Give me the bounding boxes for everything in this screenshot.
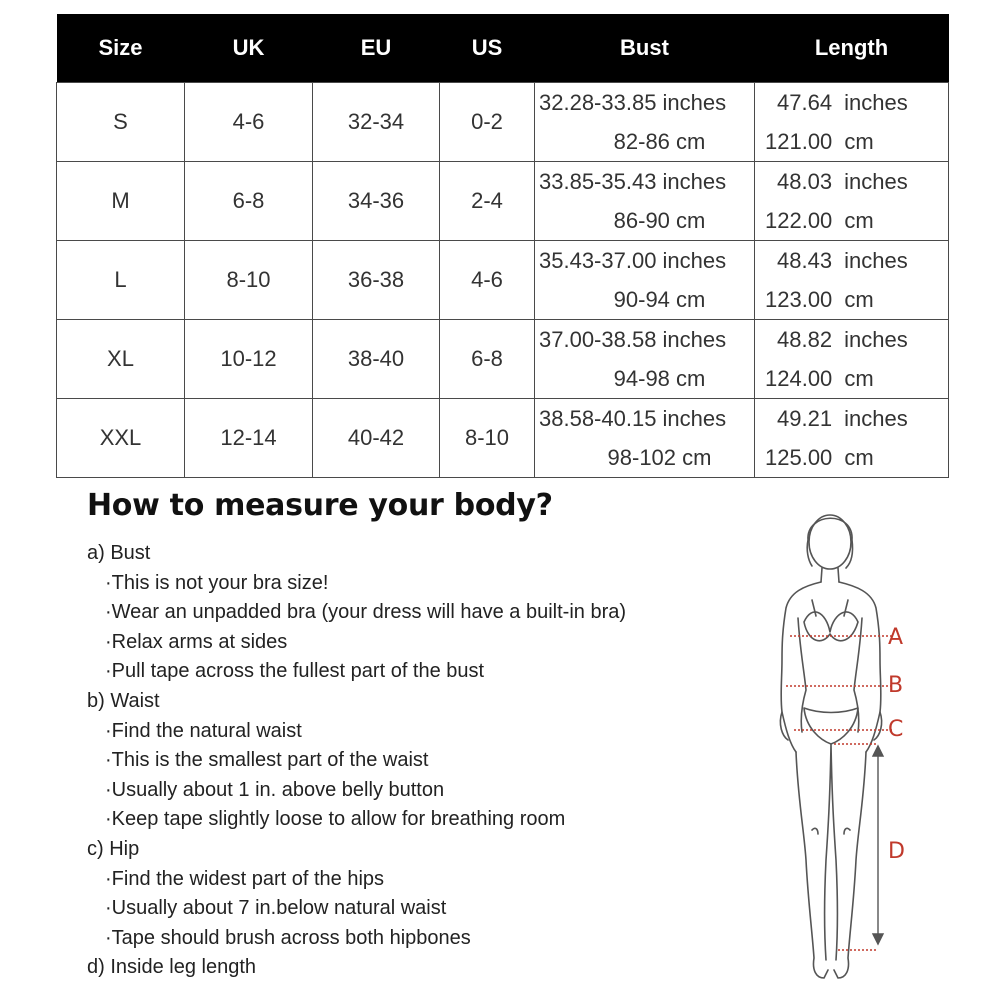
bust-inches: 33.85-35.43 inches [539, 169, 727, 194]
cell-size: M [57, 162, 185, 241]
bust-inches: 35.43-37.00 inches [539, 248, 727, 273]
cell-uk: 4-6 [185, 83, 313, 162]
cell-uk: 10-12 [185, 320, 313, 399]
cell-bust [535, 399, 755, 478]
tip-item: ·Find the natural waist [105, 719, 302, 742]
cell-bust [535, 241, 755, 320]
cell-size: S [57, 83, 185, 162]
bust-inches: 32.28-33.85 inches [539, 90, 727, 115]
bust-cm: 94-98 cm [613, 366, 706, 391]
cell-size: XL [57, 320, 185, 399]
tip-item: ·Keep tape slightly loose to allow for breathing room [105, 808, 566, 831]
tip-item: ·Wear an unpadded bra (your dress will have a built-in bra) [105, 601, 627, 624]
table-row [57, 241, 949, 320]
marker-a: A [888, 625, 904, 650]
step-hip: c) Hip [87, 837, 140, 860]
bust-inches: 38.58-40.15 inches [539, 406, 727, 431]
table-row [57, 399, 949, 478]
tip-item: ·Tape should brush across both hipbones [105, 926, 471, 949]
tip-item: ·Relax arms at sides [105, 630, 288, 653]
size-chart-header [57, 14, 949, 83]
tip-item: ·Pull tape across the fullest part of the bust [105, 660, 485, 683]
cell-size: L [57, 241, 185, 320]
length-inches: 47.64 inches [777, 90, 908, 115]
cell-us: 8-10 [440, 399, 535, 478]
length-cm: 121.00 cm [765, 129, 874, 154]
cell-length [755, 399, 949, 478]
size-chart-body [57, 83, 949, 478]
cell-us: 2-4 [440, 162, 535, 241]
step-waist: b) Waist [87, 689, 160, 712]
bust-cm: 98-102 cm [607, 445, 712, 470]
cell-bust [535, 320, 755, 399]
guide-title: How to measure your body? [87, 488, 553, 523]
length-inches: 48.03 inches [777, 169, 908, 194]
tip-item: ·This is not your bra size! [105, 571, 329, 594]
tip-item: ·Usually about 1 in. above belly button [105, 778, 445, 801]
cell-us: 6-8 [440, 320, 535, 399]
header-eu: EU [313, 14, 440, 83]
cell-bust [535, 162, 755, 241]
bust-inches: 37.00-38.58 inches [539, 327, 727, 352]
length-inches: 48.43 inches [777, 248, 908, 273]
cell-eu: 36-38 [313, 241, 440, 320]
header-us: US [440, 14, 535, 83]
cell-size: XXL [57, 399, 185, 478]
header-uk: UK [185, 14, 313, 83]
cell-length [755, 320, 949, 399]
length-cm: 123.00 cm [765, 287, 874, 312]
legs-outline [796, 752, 866, 978]
step-bust: a) Bust [87, 542, 151, 564]
bust-cm: 90-94 cm [613, 287, 706, 312]
briefs-shape [804, 708, 858, 744]
length-inches: 48.82 inches [777, 327, 908, 352]
cell-us: 4-6 [440, 241, 535, 320]
cell-us: 0-2 [440, 83, 535, 162]
cell-length [755, 241, 949, 320]
cell-uk: 8-10 [185, 241, 313, 320]
tip-item: ·Find the widest part of the hips [105, 867, 385, 890]
bust-cm: 82-86 cm [613, 129, 706, 154]
cell-bust [535, 83, 755, 162]
table-row [57, 320, 949, 399]
guide-list [87, 539, 626, 983]
length-inches: 49.21 inches [777, 406, 908, 431]
marker-b: B [888, 673, 904, 698]
cell-length [755, 162, 949, 241]
table-row [57, 83, 949, 162]
tip-item: ·Usually about 7 in.below natural waist [105, 897, 447, 920]
cell-eu: 40-42 [313, 399, 440, 478]
length-cm: 125.00 cm [765, 445, 874, 470]
body-measurement-figure-icon [760, 500, 990, 995]
cell-eu: 34-36 [313, 162, 440, 241]
marker-c: C [888, 717, 904, 742]
cell-length [755, 83, 949, 162]
header-length: Length [755, 14, 949, 83]
cell-uk: 6-8 [185, 162, 313, 241]
step-inside-leg: d) Inside leg length [87, 956, 257, 979]
cell-eu: 38-40 [313, 320, 440, 399]
bust-cm: 86-90 cm [613, 208, 706, 233]
size-chart-table [56, 14, 949, 478]
marker-d: D [888, 839, 905, 864]
header-size: Size [57, 14, 185, 83]
tip-item: ·This is the smallest part of the waist [105, 749, 429, 772]
length-cm: 122.00 cm [765, 208, 874, 233]
cell-uk: 12-14 [185, 399, 313, 478]
length-cm: 124.00 cm [765, 366, 874, 391]
header-bust: Bust [535, 14, 755, 83]
table-row [57, 162, 949, 241]
cell-eu: 32-34 [313, 83, 440, 162]
